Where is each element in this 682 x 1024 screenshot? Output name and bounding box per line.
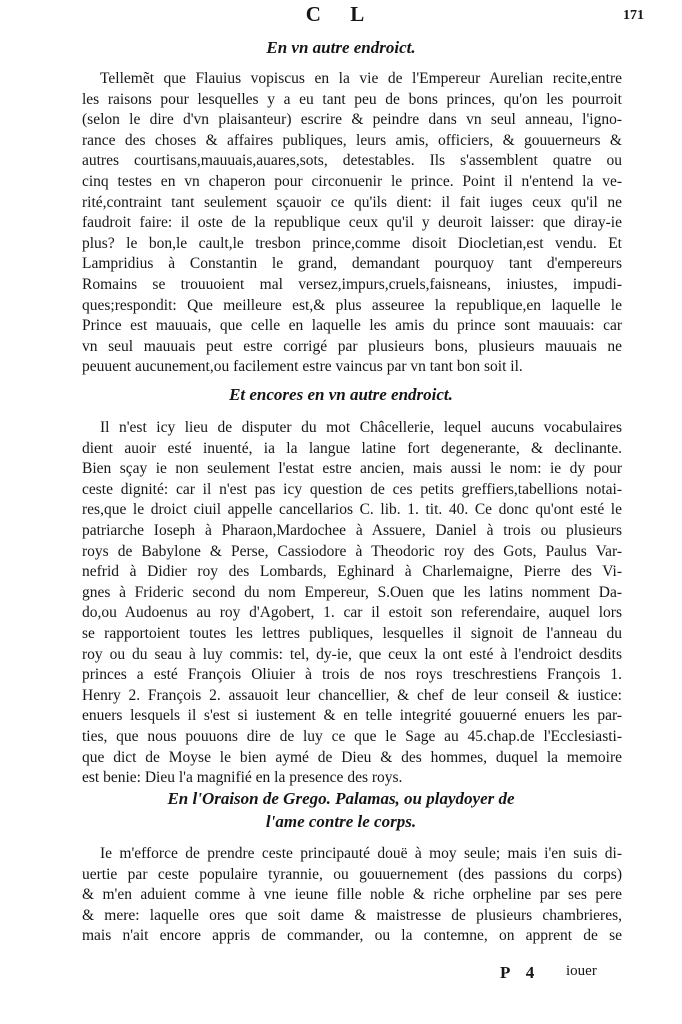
- text-line: nefrid à Didier roy des Lombards, Eghinard à Charlemaigne, Pierre des Vi-: [82, 563, 622, 581]
- text-line: Prince est mauuais, que celle en laquelle les amis du prince sont mauuais: car: [82, 317, 622, 335]
- text-line: enuers lesquels il s'est si iustement & en telle integrité gouuerné enuers les par-: [82, 707, 622, 725]
- text-line: dient auoir esté inuenté, ia la langue latine fort degenerante, & declinante.: [82, 439, 622, 457]
- text-line: Il n'est icy lieu de disputer du mot Châcellerie, lequel aucuns vocabulaires: [100, 419, 622, 436]
- catchword: iouer: [566, 963, 597, 979]
- signature-mark: P 4: [500, 963, 541, 982]
- text-line: ties, que nous pouuons dire de luy ce que le Sage au 45.chap.de l'Ecclesiasti-: [82, 727, 622, 745]
- text-line: uertie par ceste populaire tyrannie, ou gouuernement (des passions du corps): [82, 865, 622, 883]
- text-line: mais n'ait encore appris de commander, ou la contemne, on apprent de se: [82, 927, 622, 945]
- text-line: roy ou du seau à luy commis: tel, dy-ie, que ceux la ont esté à l'endroict desdits: [82, 645, 622, 663]
- text-line: rance des choses & affaires publiques, leurs amis, officiers, & gouuerneurs &: [82, 131, 622, 149]
- text-line: ceste dignité: car il n'est pas icy question de ces petits greffiers,tabellions notai-: [82, 480, 622, 498]
- text-line: plus? le bon,le cault,le tresbon prince,comme disoit Diocletian,est vendu. Et: [82, 234, 622, 252]
- text-line: Tellemẽt que Flauius vopiscus en la vie de l'Empereur Aurelian recite,entre: [100, 70, 622, 87]
- section-3-heading: En l'Oraison de Grego. Palamas, ou playdoyer de: [167, 789, 515, 808]
- section-2-heading: Et encores en vn autre endroict.: [229, 385, 453, 404]
- text-line: roys de Babylone & Perse, Cassiodore à Theodoric roy des Gots, Paulus Var-: [82, 542, 622, 560]
- text-line: do,ou Audoenus au roy d'Agobert, 1. car il estoit son referendaire, auquel lors: [82, 604, 622, 622]
- text-line: gnes à Frideric second du nom Empereur, S.Ouen que les latins nomment Da-: [82, 583, 622, 601]
- text-line: rité,contraint tant seulement sçauoir ce qu'ils dient: il fait iuges ceux qu'il ne: [82, 193, 622, 211]
- text-line: Lampridius à Constantin le grand, demandant pourquoy tant d'empereurs: [82, 255, 622, 273]
- text-line: & mere: laquelle ores que soit dame & maistresse de plusieurs chambrieres,: [82, 906, 622, 924]
- text-line: autres courtisans,mauuais,auares,sots, detestables. Ils s'assemblent quatre ou: [82, 152, 622, 170]
- text-line: se rapportoient toutes les lettres publiques, lesquelles il signoit de l'anneau du: [82, 624, 622, 642]
- text-line: Ie m'efforce de prendre ceste principauté douë à moy seule; mais i'en suis di-: [100, 845, 622, 862]
- text-line: que dict de Moyse le bien aymé de Dieu & des hommes, duquel la memoire: [82, 748, 622, 766]
- text-line: ques;respondit: Que meilleure est,& plus asseuree la republique,en laquelle le: [82, 296, 622, 314]
- section-1-paragraph: [82, 69, 622, 378]
- section-2-paragraph: [82, 418, 622, 789]
- section-1-heading: En vn autre endroict.: [266, 38, 416, 57]
- text-line: cinq testes en vn chaperon pour circonuenir le prince. Point il n'entend la ve-: [82, 172, 622, 190]
- text-line: (selon le dire d'vn plaisanteur) escrire & peindre dans vn seul anneau, l'igno-: [82, 111, 622, 129]
- text-line: faudroit faire: il oste de la republique ceux qu'il y deuroit laisser: que diray-ie: [82, 214, 622, 232]
- text-line: les raisons pour lesquelles y a eu tant peu de bons princes, qu'on les pourroit: [82, 90, 622, 108]
- text-line: Bien sçay ie non seulement l'estat estre ancien, mais aussi le nom: ie dy pour: [82, 460, 622, 478]
- running-title: C L: [305, 2, 377, 26]
- text-line: Henry 2. François 2. assauoit leur chancellier, & chef de leur conseil & iustice:: [82, 686, 622, 704]
- section-3-paragraph: [82, 844, 622, 947]
- text-line: & m'en aduient comme à vne ieune fille noble & riche orpheline par ses pere: [82, 886, 622, 904]
- page-number: 171: [623, 8, 644, 23]
- text-line: res,que le droict ciuil appelle cancellarios C. lib. 1. tit. 40. Ce donc qu'ont esté le: [82, 501, 622, 519]
- text-line: Romains se trouuoient mal versez,impurs,cruels,faisneans, iniustes, impudi-: [82, 275, 622, 293]
- text-line: est benie: Dieu l'a magnifié en la presence des roys.: [82, 769, 403, 787]
- text-line: vn seul mauuais peut estre corrigé par plusieurs bons, plusieurs mauuais ne: [82, 337, 622, 355]
- text-line: princes a esté François Oliuier à trois de nos roys treschrestiens François 1.: [82, 666, 622, 684]
- section-3-heading-continued: l'ame contre le corps.: [265, 812, 417, 831]
- text-line: peuuent aucunement,ou facilement estre vaincus par vn tant bon soit il.: [82, 358, 523, 376]
- text-line: patriarche Ioseph à Pharaon,Mardochee à Assuere, Daniel à trois ou plusieurs: [82, 521, 622, 539]
